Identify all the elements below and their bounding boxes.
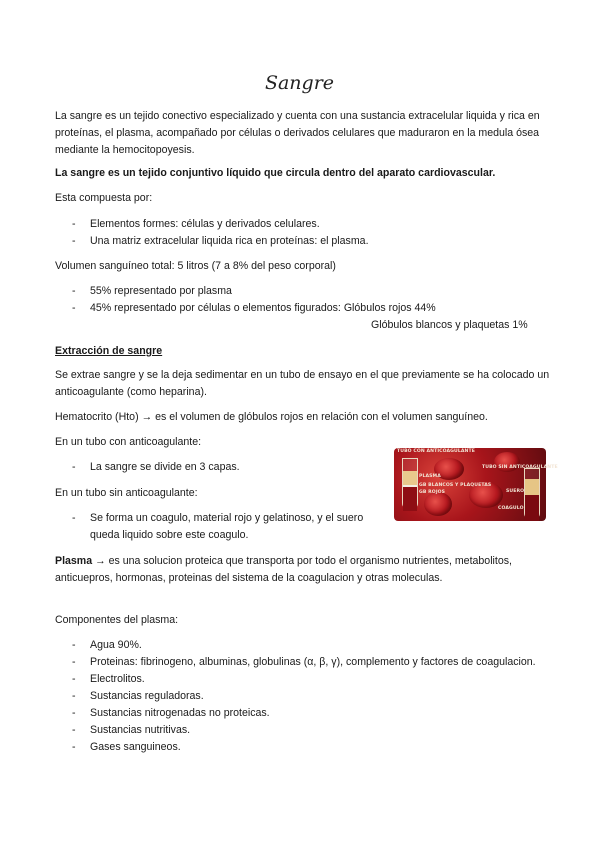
definition-paragraph: La sangre es un tejido conjuntivo líquido que circula dentro del aparato cardiovascular. <box>55 167 496 179</box>
list-item: - Agua 90%. <box>55 637 555 654</box>
list-item: - Elementos formes: células y derivados celulares. <box>55 216 555 233</box>
plasma-paragraph <box>55 553 550 587</box>
list-item: - Sustancias reguladoras. <box>55 688 555 705</box>
figure-label-wbc: GB BLANCOS Y PLAQUETAS <box>419 483 492 488</box>
hematocrit-paragraph: Hematocrito (Hto) → es el volumen de glóbulos rojos en relación con el volumen sanguíneo. <box>55 411 488 423</box>
figure-label-serum: SUERO <box>506 489 525 494</box>
figure-label-with: TUBO CON ANTICOAGULANTE <box>397 449 475 454</box>
plasma-components-heading: Componentes del plasma: <box>55 614 179 626</box>
list-item: - Gases sanguineos. <box>55 739 555 756</box>
composition-heading: Esta compuesta por: <box>55 192 153 204</box>
list-item: - Sustancias nitrogenadas no proteicas. <box>55 705 555 722</box>
plasma-term: Plasma <box>55 555 93 567</box>
without-anticoagulant-text: En un tubo sin anticoagulante: <box>55 487 198 499</box>
extraction-heading: Extracción de sangre <box>55 345 163 357</box>
list-item: - 55% representado por plasma <box>55 283 555 300</box>
tube-with-anticoagulant <box>402 458 418 510</box>
figure-label-plasma: PLASMA <box>419 474 441 479</box>
list-item: - Proteinas: fibrinogeno, albuminas, globulinas (α, β, γ), complemento y factores de coagulacion. <box>55 654 555 671</box>
list-item: - 45% representado por células o elementos figurados: Glóbulos rojos 44% <box>55 300 555 317</box>
without-anticoagulant-list <box>55 510 373 544</box>
figure-label-without: TUBO SIN ANTICOAGULANTE <box>482 465 558 470</box>
plasma-text: → es una solucion proteica que transporta por todo el organismo nutrientes, metabolitos, anticuepros, hormonas, proteinas del sistema de la coagulacion y otras moleculas. <box>55 555 512 584</box>
figure-label-clot: COAGULO <box>498 506 524 511</box>
composition-list <box>55 216 555 250</box>
plasma-components-list <box>55 637 555 756</box>
list-item: - Electrolitos. <box>55 671 555 688</box>
tube-without-anticoagulant <box>524 468 540 520</box>
blood-tubes-image <box>394 448 558 521</box>
volume-continuation: Glóbulos blancos y plaquetas 1% <box>371 319 528 331</box>
page-title: Sangre <box>264 72 335 94</box>
volume-list <box>55 283 555 317</box>
list-item: - Una matriz extracelular liquida rica en proteínas: el plasma. <box>55 233 555 250</box>
intro-paragraph: La sangre es un tejido conectivo especializado y cuenta con una sustancia extracelular liquida y rica en proteínas, el plasma, acompañado por células o derivados celulares que maduraron en la medula ósea mediante la hemocitopoyesis. <box>55 110 540 156</box>
list-item: - La sangre se divide en 3 capas. <box>55 459 375 476</box>
list-item: - Sustancias nutritivas. <box>55 722 555 739</box>
with-anticoagulant-text: En un tubo con anticoagulante: <box>55 436 202 448</box>
volume-text: Volumen sanguíneo total: 5 litros (7 a 8% del peso corporal) <box>55 260 336 272</box>
red-cell-shape <box>424 492 452 516</box>
figure-label-rbc: GB ROJOS <box>419 490 446 495</box>
list-item: - Se forma un coagulo, material rojo y gelatinoso, y el suero queda liquido sobre este coagulo. <box>55 510 373 544</box>
with-anticoagulant-list <box>55 459 375 476</box>
extraction-paragraph: Se extrae sangre y se la deja sedimentar en un tubo de ensayo en el que previamente se ha colocado un anticoagulante (como heparina). <box>55 369 550 398</box>
